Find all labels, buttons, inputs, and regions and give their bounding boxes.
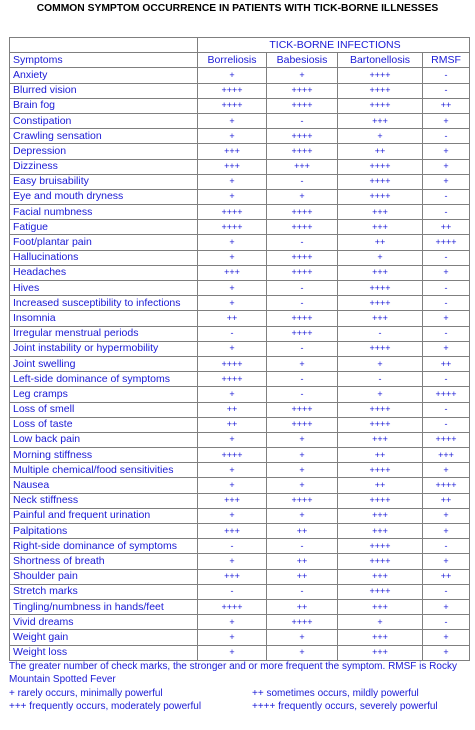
symptom-cell: Brain fog — [10, 98, 198, 113]
bartonellosis-cell: ++++ — [338, 584, 423, 599]
babesiosis-cell: + — [267, 463, 338, 478]
table-row — [10, 174, 470, 189]
header-rmsf: RMSF — [423, 53, 470, 68]
babesiosis-cell: ++++ — [267, 129, 338, 144]
table-row — [10, 508, 470, 523]
bartonellosis-cell: - — [338, 372, 423, 387]
borreliosis-cell: + — [198, 68, 267, 83]
rmsf-cell: ++++ — [423, 387, 470, 402]
symptom-cell: Facial numbness — [10, 205, 198, 220]
bartonellosis-cell: ++++ — [338, 83, 423, 98]
rmsf-cell: + — [423, 174, 470, 189]
symptom-cell: Neck stiffness — [10, 493, 198, 508]
table-row — [10, 524, 470, 539]
babesiosis-cell: ++++ — [267, 205, 338, 220]
babesiosis-cell: ++ — [267, 569, 338, 584]
bartonellosis-cell: ++++ — [338, 417, 423, 432]
page-title: COMMON SYMPTOM OCCURRENCE IN PATIENTS WITH TICK-BORNE ILLNESSES — [36, 3, 439, 14]
bartonellosis-cell: +++ — [338, 311, 423, 326]
babesiosis-cell: + — [267, 478, 338, 493]
symptom-cell: Nausea — [10, 478, 198, 493]
bartonellosis-cell: ++++ — [338, 174, 423, 189]
babesiosis-cell: ++++ — [267, 83, 338, 98]
band-empty-cell — [10, 38, 198, 53]
symptom-cell: Foot/plantar pain — [10, 235, 198, 250]
symptom-cell: Dizziness — [10, 159, 198, 174]
symptom-cell: Joint swelling — [10, 356, 198, 371]
babesiosis-cell: ++++ — [267, 402, 338, 417]
band-header-row — [10, 38, 470, 53]
rmsf-cell: + — [423, 463, 470, 478]
symptom-cell: Eye and mouth dryness — [10, 189, 198, 204]
bartonellosis-cell: ++++ — [338, 98, 423, 113]
borreliosis-cell: +++ — [198, 265, 267, 280]
rmsf-cell: ++ — [423, 220, 470, 235]
rmsf-cell: + — [423, 144, 470, 159]
babesiosis-cell: ++++ — [267, 615, 338, 630]
babesiosis-cell: ++++ — [267, 144, 338, 159]
rmsf-cell: - — [423, 417, 470, 432]
rmsf-cell: + — [423, 341, 470, 356]
borreliosis-cell: +++ — [198, 524, 267, 539]
table-row — [10, 432, 470, 447]
table-row — [10, 68, 470, 83]
table-row — [10, 417, 470, 432]
bartonellosis-cell: ++++ — [338, 402, 423, 417]
babesiosis-cell: ++ — [267, 599, 338, 614]
legend-one: + rarely occurs, minimally powerful — [9, 688, 163, 699]
borreliosis-cell: +++ — [198, 159, 267, 174]
rmsf-cell: - — [423, 68, 470, 83]
symptom-cell: Crawling sensation — [10, 129, 198, 144]
babesiosis-cell: - — [267, 584, 338, 599]
bartonellosis-cell: ++ — [338, 448, 423, 463]
bartonellosis-cell: + — [338, 615, 423, 630]
borreliosis-cell: + — [198, 463, 267, 478]
table-row — [10, 250, 470, 265]
table-row — [10, 326, 470, 341]
bartonellosis-cell: ++++ — [338, 281, 423, 296]
borreliosis-cell: +++ — [198, 493, 267, 508]
borreliosis-cell: + — [198, 174, 267, 189]
symptom-cell: Palpitations — [10, 524, 198, 539]
borreliosis-cell: + — [198, 645, 267, 660]
babesiosis-cell: + — [267, 448, 338, 463]
babesiosis-cell: ++++ — [267, 493, 338, 508]
borreliosis-cell: ++ — [198, 417, 267, 432]
symptom-cell: Left-side dominance of symptoms — [10, 372, 198, 387]
babesiosis-cell: ++++ — [267, 220, 338, 235]
rmsf-cell: + — [423, 265, 470, 280]
symptom-cell: Weight loss — [10, 645, 198, 660]
babesiosis-cell: ++++ — [267, 250, 338, 265]
rmsf-cell: + — [423, 599, 470, 614]
rmsf-cell: + — [423, 524, 470, 539]
borreliosis-cell: ++ — [198, 311, 267, 326]
rmsf-cell: - — [423, 296, 470, 311]
babesiosis-cell: + — [267, 432, 338, 447]
rmsf-cell: + — [423, 645, 470, 660]
table-row — [10, 311, 470, 326]
rmsf-cell: - — [423, 539, 470, 554]
borreliosis-cell: - — [198, 584, 267, 599]
rmsf-cell: - — [423, 250, 470, 265]
band-label: TICK-BORNE INFECTIONS — [198, 38, 470, 53]
bartonellosis-cell: ++ — [338, 478, 423, 493]
symptom-cell: Loss of smell — [10, 402, 198, 417]
symptom-cell: Irregular menstrual periods — [10, 326, 198, 341]
rmsf-cell: + — [423, 113, 470, 128]
babesiosis-cell: + — [267, 645, 338, 660]
borreliosis-cell: + — [198, 189, 267, 204]
bartonellosis-cell: ++++ — [338, 341, 423, 356]
babesiosis-cell: - — [267, 341, 338, 356]
table-row — [10, 281, 470, 296]
rmsf-cell: + — [423, 159, 470, 174]
bartonellosis-cell: ++ — [338, 144, 423, 159]
rmsf-cell: ++++ — [423, 478, 470, 493]
babesiosis-cell: + — [267, 189, 338, 204]
borreliosis-cell: +++ — [198, 569, 267, 584]
borreliosis-cell: ++++ — [198, 448, 267, 463]
bartonellosis-cell: ++++ — [338, 539, 423, 554]
rmsf-cell: ++ — [423, 356, 470, 371]
borreliosis-cell: +++ — [198, 144, 267, 159]
footnote: The greater number of check marks, the stronger and or more frequent the symptom. RMSF is Rocky Mountain Spotted Fever — [9, 661, 457, 685]
borreliosis-cell: ++++ — [198, 599, 267, 614]
rmsf-cell: + — [423, 630, 470, 645]
legend-two: ++ sometimes occurs, mildly powerful — [252, 688, 419, 699]
babesiosis-cell: ++++ — [267, 417, 338, 432]
table-row — [10, 296, 470, 311]
table-body — [10, 68, 470, 660]
header-symptoms: Symptoms — [10, 53, 198, 68]
borreliosis-cell: + — [198, 554, 267, 569]
symptom-cell: Easy bruisability — [10, 174, 198, 189]
symptom-cell: Insomnia — [10, 311, 198, 326]
legend — [9, 687, 469, 713]
symptom-cell: Blurred vision — [10, 83, 198, 98]
symptom-cell: Headaches — [10, 265, 198, 280]
bartonellosis-cell: +++ — [338, 524, 423, 539]
table-row — [10, 599, 470, 614]
babesiosis-cell: + — [267, 508, 338, 523]
table-row — [10, 205, 470, 220]
table-row — [10, 478, 470, 493]
symptom-cell: Vivid dreams — [10, 615, 198, 630]
bartonellosis-cell: +++ — [338, 220, 423, 235]
borreliosis-cell: ++++ — [198, 83, 267, 98]
babesiosis-cell: - — [267, 235, 338, 250]
rmsf-cell: - — [423, 584, 470, 599]
rmsf-cell: ++ — [423, 493, 470, 508]
bartonellosis-cell: +++ — [338, 432, 423, 447]
table-row — [10, 569, 470, 584]
table-row — [10, 235, 470, 250]
table-row — [10, 144, 470, 159]
rmsf-cell: - — [423, 372, 470, 387]
symptom-cell: Shortness of breath — [10, 554, 198, 569]
symptom-cell: Low back pain — [10, 432, 198, 447]
symptom-cell: Stretch marks — [10, 584, 198, 599]
borreliosis-cell: + — [198, 235, 267, 250]
table-row — [10, 265, 470, 280]
symptom-cell: Hives — [10, 281, 198, 296]
borreliosis-cell: + — [198, 296, 267, 311]
header-babesiosis: Babesiosis — [267, 53, 338, 68]
bartonellosis-cell: ++++ — [338, 493, 423, 508]
borreliosis-cell: + — [198, 113, 267, 128]
babesiosis-cell: - — [267, 281, 338, 296]
symptom-cell: Loss of taste — [10, 417, 198, 432]
rmsf-cell: + — [423, 554, 470, 569]
bartonellosis-cell: + — [338, 387, 423, 402]
babesiosis-cell: +++ — [267, 159, 338, 174]
babesiosis-cell: ++ — [267, 554, 338, 569]
bartonellosis-cell: ++ — [338, 235, 423, 250]
babesiosis-cell: - — [267, 113, 338, 128]
borreliosis-cell: ++++ — [198, 356, 267, 371]
borreliosis-cell: + — [198, 630, 267, 645]
bartonellosis-cell: +++ — [338, 508, 423, 523]
table-row — [10, 159, 470, 174]
babesiosis-cell: ++++ — [267, 98, 338, 113]
bartonellosis-cell: +++ — [338, 265, 423, 280]
bartonellosis-cell: ++++ — [338, 296, 423, 311]
bartonellosis-cell: +++ — [338, 645, 423, 660]
bartonellosis-cell: +++ — [338, 569, 423, 584]
borreliosis-cell: + — [198, 250, 267, 265]
rmsf-cell: ++ — [423, 569, 470, 584]
table-row — [10, 83, 470, 98]
rmsf-cell: + — [423, 311, 470, 326]
rmsf-cell: +++ — [423, 448, 470, 463]
babesiosis-cell: ++++ — [267, 311, 338, 326]
notes — [9, 660, 469, 713]
rmsf-cell: - — [423, 83, 470, 98]
borreliosis-cell: ++ — [198, 402, 267, 417]
borreliosis-cell: ++++ — [198, 220, 267, 235]
table-row — [10, 387, 470, 402]
babesiosis-cell: + — [267, 68, 338, 83]
borreliosis-cell: + — [198, 508, 267, 523]
babesiosis-cell: - — [267, 387, 338, 402]
babesiosis-cell: ++++ — [267, 265, 338, 280]
bartonellosis-cell: +++ — [338, 599, 423, 614]
table-row — [10, 113, 470, 128]
bartonellosis-cell: +++ — [338, 630, 423, 645]
table-row — [10, 539, 470, 554]
symptom-cell: Hallucinations — [10, 250, 198, 265]
table-row — [10, 615, 470, 630]
bartonellosis-cell: ++++ — [338, 463, 423, 478]
bartonellosis-cell: + — [338, 356, 423, 371]
bartonellosis-cell: +++ — [338, 205, 423, 220]
symptom-cell: Weight gain — [10, 630, 198, 645]
rmsf-cell: ++++ — [423, 432, 470, 447]
borreliosis-cell: + — [198, 478, 267, 493]
symptom-cell: Morning stiffness — [10, 448, 198, 463]
borreliosis-cell: + — [198, 615, 267, 630]
symptom-cell: Leg cramps — [10, 387, 198, 402]
babesiosis-cell: - — [267, 296, 338, 311]
table-row — [10, 98, 470, 113]
symptom-cell: Depression — [10, 144, 198, 159]
rmsf-cell: + — [423, 508, 470, 523]
borreliosis-cell: + — [198, 432, 267, 447]
table-row — [10, 463, 470, 478]
bartonellosis-cell: ++++ — [338, 68, 423, 83]
table-row — [10, 630, 470, 645]
table-row — [10, 493, 470, 508]
babesiosis-cell: - — [267, 174, 338, 189]
table-row — [10, 448, 470, 463]
borreliosis-cell: ++++ — [198, 205, 267, 220]
rmsf-cell: - — [423, 326, 470, 341]
column-header-row — [10, 53, 470, 68]
borreliosis-cell: - — [198, 326, 267, 341]
rmsf-cell: - — [423, 129, 470, 144]
symptom-cell: Joint instability or hypermobility — [10, 341, 198, 356]
symptom-cell: Increased susceptibility to infections — [10, 296, 198, 311]
bartonellosis-cell: ++++ — [338, 189, 423, 204]
table-row — [10, 356, 470, 371]
table-row — [10, 129, 470, 144]
table-row — [10, 372, 470, 387]
symptom-table — [9, 37, 470, 661]
rmsf-cell: - — [423, 189, 470, 204]
rmsf-cell: - — [423, 615, 470, 630]
rmsf-cell: ++++ — [423, 235, 470, 250]
babesiosis-cell: ++++ — [267, 326, 338, 341]
legend-three: +++ frequently occurs, moderately powerful — [9, 701, 202, 712]
symptom-cell: Constipation — [10, 113, 198, 128]
table-row — [10, 402, 470, 417]
babesiosis-cell: - — [267, 372, 338, 387]
table-row — [10, 220, 470, 235]
babesiosis-cell: + — [267, 356, 338, 371]
legend-four: ++++ frequently occurs, severely powerful — [252, 701, 438, 712]
table-row — [10, 584, 470, 599]
borreliosis-cell: + — [198, 129, 267, 144]
symptom-cell: Painful and frequent urination — [10, 508, 198, 523]
borreliosis-cell: + — [198, 281, 267, 296]
table-row — [10, 554, 470, 569]
table-row — [10, 645, 470, 660]
borreliosis-cell: + — [198, 387, 267, 402]
bartonellosis-cell: ++++ — [338, 554, 423, 569]
header-bartonellosis: Bartonellosis — [338, 53, 423, 68]
borreliosis-cell: - — [198, 539, 267, 554]
borreliosis-cell: ++++ — [198, 372, 267, 387]
babesiosis-cell: - — [267, 539, 338, 554]
rmsf-cell: ++ — [423, 98, 470, 113]
bartonellosis-cell: - — [338, 326, 423, 341]
bartonellosis-cell: + — [338, 250, 423, 265]
symptom-cell: Anxiety — [10, 68, 198, 83]
symptom-cell: Right-side dominance of symptoms — [10, 539, 198, 554]
babesiosis-cell: ++ — [267, 524, 338, 539]
rmsf-cell: - — [423, 205, 470, 220]
bartonellosis-cell: ++++ — [338, 159, 423, 174]
borreliosis-cell: + — [198, 341, 267, 356]
bartonellosis-cell: +++ — [338, 113, 423, 128]
symptom-cell: Fatigue — [10, 220, 198, 235]
rmsf-cell: - — [423, 281, 470, 296]
rmsf-cell: - — [423, 402, 470, 417]
table-row — [10, 341, 470, 356]
header-borreliosis: Borreliosis — [198, 53, 267, 68]
bartonellosis-cell: + — [338, 129, 423, 144]
table-row — [10, 189, 470, 204]
symptom-cell: Tingling/numbness in hands/feet — [10, 599, 198, 614]
babesiosis-cell: + — [267, 630, 338, 645]
symptom-cell: Shoulder pain — [10, 569, 198, 584]
symptom-cell: Multiple chemical/food sensitivities — [10, 463, 198, 478]
borreliosis-cell: ++++ — [198, 98, 267, 113]
